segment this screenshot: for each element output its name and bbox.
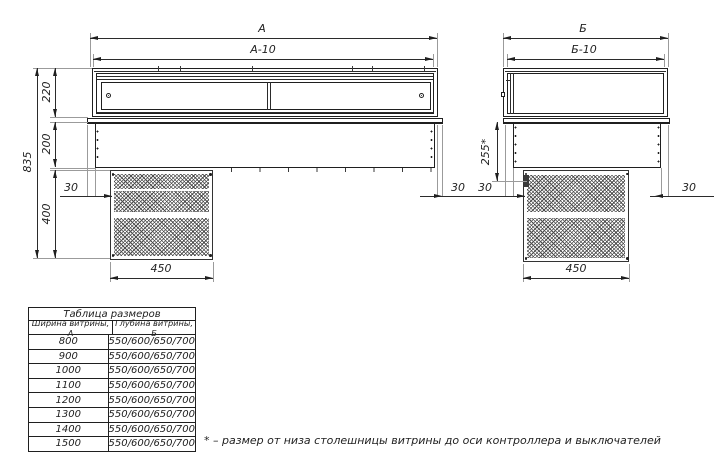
- arrowhead: [434, 194, 442, 198]
- fastener-dots-left: [514, 126, 517, 168]
- grille-screw: [525, 257, 528, 260]
- arrowhead: [523, 276, 531, 280]
- rim-tick: [352, 66, 353, 71]
- size-table: [28, 307, 196, 452]
- grille-screw: [209, 173, 212, 176]
- extension-line: [668, 125, 669, 197]
- extension-line: [664, 54, 665, 67]
- extension-line: [437, 33, 438, 67]
- table-row: [29, 334, 195, 349]
- footnote: * – размер от низа столешницы витрины до оси контроллера и выключателей: [204, 434, 661, 447]
- arrowhead: [517, 194, 525, 198]
- table-row: [29, 422, 195, 437]
- cell-width: 800: [29, 335, 109, 349]
- extension-line: [213, 262, 214, 282]
- arrowhead: [53, 68, 57, 76]
- cell-width: 1000: [29, 364, 109, 378]
- cell-width: 1100: [29, 379, 109, 393]
- cell-depth: 550/600/650/700: [108, 365, 195, 377]
- fastener-dots-right: [657, 126, 660, 168]
- dim-label-b: Б: [579, 22, 587, 35]
- table-row: [29, 436, 195, 451]
- vent-band: [527, 218, 625, 258]
- arrowhead: [495, 173, 499, 181]
- extension-line: [492, 181, 527, 182]
- dim-label-30-front-left: 30: [64, 181, 78, 194]
- arrowhead: [90, 36, 98, 40]
- extension-line: [661, 168, 662, 197]
- dim-label-200: 200: [40, 133, 53, 155]
- vent-band: [114, 174, 209, 189]
- dim-label-b10: Б-10: [571, 43, 597, 56]
- grille-screw: [112, 173, 115, 176]
- arrowhead: [53, 250, 57, 258]
- grille-screw: [626, 257, 629, 260]
- door-divider: [267, 82, 268, 110]
- table-row: [29, 392, 195, 407]
- grille-screw: [209, 254, 212, 257]
- dim-line-b10: [507, 59, 664, 60]
- grille-screw: [626, 173, 629, 176]
- extension-line: [33, 68, 92, 69]
- table-row: [29, 407, 195, 422]
- size-table-header: [29, 317, 195, 338]
- dim-label-a10: А-10: [250, 43, 276, 56]
- canopy-edge-line: [505, 71, 666, 72]
- door-divider: [270, 82, 271, 110]
- dim-label-30-side-left: 30: [478, 181, 492, 194]
- arrowhead: [35, 68, 39, 76]
- fastener-dots-left: [96, 130, 99, 164]
- cell-depth: 550/600/650/700: [108, 409, 195, 421]
- extension-line: [50, 168, 96, 169]
- cell-depth: 550/600/650/700: [108, 394, 195, 406]
- cell-width: 900: [29, 350, 109, 364]
- col-header-width: Ширина витрины, А: [29, 321, 113, 334]
- arrowhead: [53, 170, 57, 178]
- top-band-line: [97, 76, 433, 77]
- canopy-edge-line: [94, 71, 436, 72]
- fastener-dots-right: [430, 130, 433, 164]
- col-header-depth: Глубина витрины, Б: [115, 317, 193, 338]
- arrowhead: [429, 36, 437, 40]
- table-row: [29, 363, 195, 378]
- glass-pane-edge: [513, 73, 514, 114]
- cell-width: 1500: [29, 437, 109, 451]
- bottom-band-line: [97, 112, 433, 113]
- cell-width: 1300: [29, 408, 109, 422]
- cell-depth: 550/600/650/700: [108, 350, 195, 362]
- arrowhead: [53, 109, 57, 117]
- extension-line: [513, 168, 514, 197]
- extension-line: [437, 125, 438, 197]
- vent-band: [114, 218, 209, 256]
- extension-line: [668, 33, 669, 67]
- dim-label-450-front: 450: [150, 262, 172, 275]
- extension-line: [33, 258, 110, 259]
- arrowhead: [507, 57, 515, 61]
- dim-label-255: 255*: [479, 138, 492, 166]
- dim-label-220: 220: [40, 81, 53, 103]
- arrowhead: [495, 122, 499, 130]
- rim-tick: [252, 66, 253, 71]
- rim-tick: [158, 66, 159, 71]
- dim-label-400: 400: [40, 203, 53, 225]
- dim-line-30-side-left: [463, 196, 525, 197]
- dim-line-b: [503, 38, 668, 39]
- cell-width: 1400: [29, 423, 109, 437]
- size-table-title: Таблица размеров: [63, 308, 161, 320]
- sliding-doors-front: [101, 82, 431, 110]
- arrowhead: [660, 36, 668, 40]
- body-front: [95, 124, 435, 168]
- extension-line: [50, 117, 88, 118]
- vent-band: [114, 191, 209, 212]
- dim-line-a: [90, 38, 437, 39]
- rim-tick: [372, 66, 373, 71]
- cell-depth: 550/600/650/700: [108, 380, 195, 392]
- cell-depth: 550/600/650/700: [108, 423, 195, 435]
- arrowhead: [503, 36, 511, 40]
- arrowhead: [656, 57, 664, 61]
- cell-depth: 550/600/650/700: [108, 438, 195, 450]
- extension-line: [50, 170, 110, 171]
- top-band-line: [97, 79, 433, 80]
- extension-line: [87, 125, 88, 197]
- cross-mark: [506, 80, 510, 81]
- dim-label-a: А: [258, 22, 266, 35]
- hinge-block: [501, 92, 505, 97]
- cell-width: 1200: [29, 393, 109, 407]
- grille-screw: [112, 254, 115, 257]
- extension-line: [95, 168, 96, 197]
- glass-case-side-inner: [507, 73, 664, 114]
- dim-label-835: 835: [21, 151, 34, 173]
- rim-tick: [424, 66, 425, 71]
- extension-line: [505, 125, 506, 197]
- table-row: [29, 349, 195, 364]
- arrowhead: [104, 194, 112, 198]
- arrowhead: [655, 194, 663, 198]
- extension-line: [433, 54, 434, 67]
- arrowhead: [110, 276, 118, 280]
- table-row: [29, 378, 195, 393]
- dim-line-a10: [93, 59, 433, 60]
- arrowhead: [425, 57, 433, 61]
- arrowhead: [205, 276, 213, 280]
- dim-line-835: [37, 68, 38, 258]
- cell-depth: 550/600/650/700: [108, 336, 195, 348]
- arrowhead: [93, 57, 101, 61]
- extension-line: [442, 125, 443, 197]
- arrowhead: [53, 159, 57, 167]
- arrowhead: [621, 276, 629, 280]
- dim-line-450-side: [523, 278, 629, 279]
- glass-pane-edge: [510, 73, 511, 114]
- mounting-ticks: [231, 168, 438, 172]
- dim-line-450-front: [110, 278, 213, 279]
- rim-tick: [180, 66, 181, 71]
- dim-label-30-front-right: 30: [451, 181, 465, 194]
- vent-band: [527, 175, 625, 212]
- dim-label-450-side: 450: [565, 262, 587, 275]
- dim-line-400: [55, 170, 56, 258]
- body-side: [513, 124, 661, 168]
- arrowhead: [53, 122, 57, 130]
- arrowhead: [35, 250, 39, 258]
- dim-label-30-side-right: 30: [682, 181, 696, 194]
- extension-line: [629, 264, 630, 282]
